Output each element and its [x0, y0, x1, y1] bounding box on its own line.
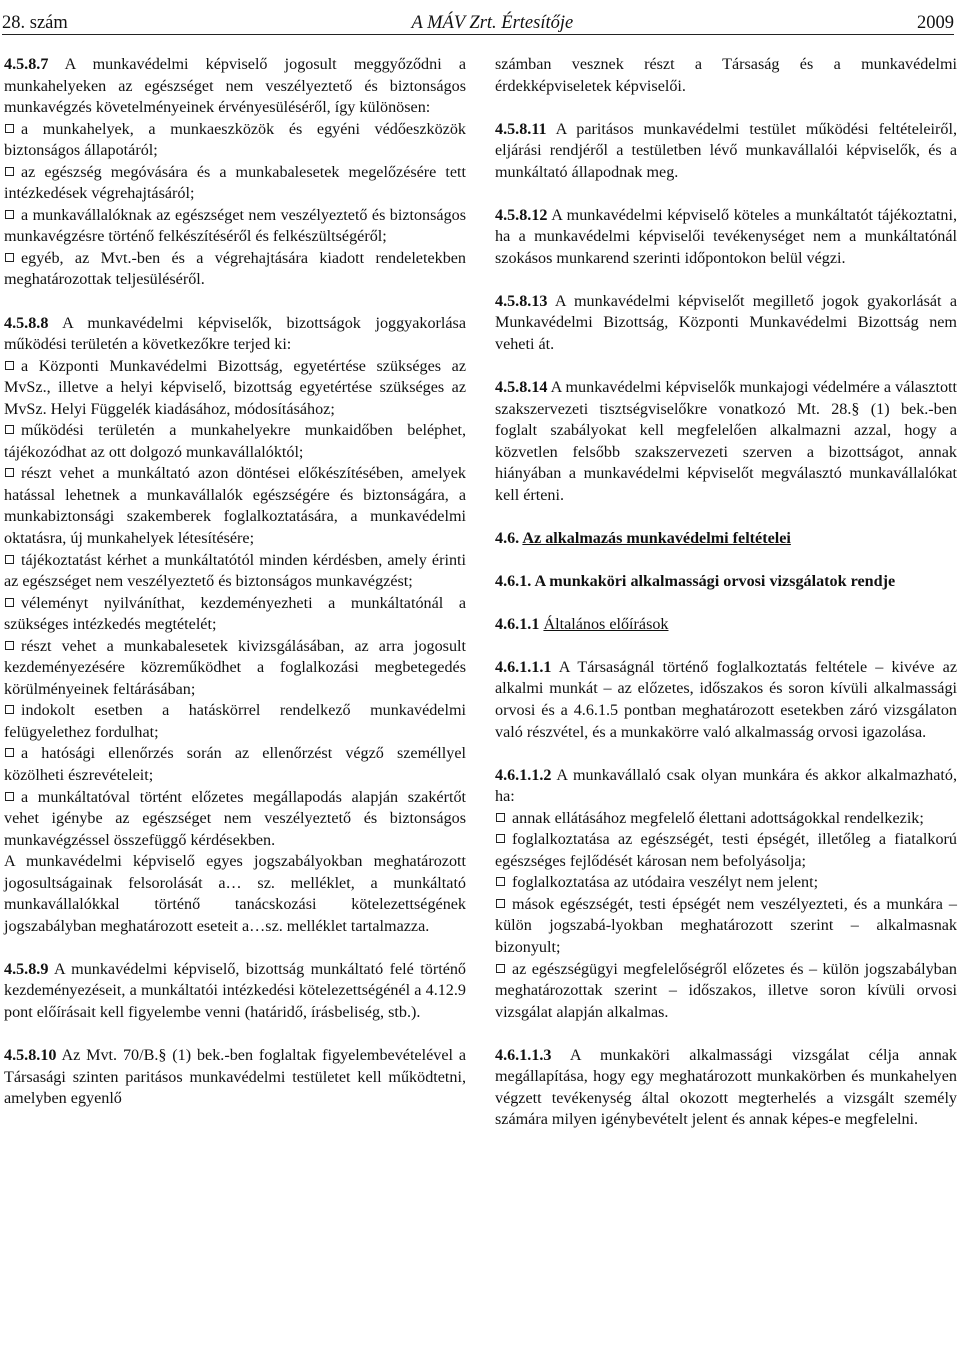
bullet-paragraph [4, 248, 466, 291]
checkbox-bullet-icon [5, 124, 14, 133]
right-text-column [495, 54, 957, 1131]
checkbox-bullet-icon [5, 210, 14, 219]
paragraph-text: mások egészségét, testi épségét nem veszélyezteti, és a munkára – külön jogszabá-lyokban meghatározott szerint – alkalmasnak bizonyult; [495, 895, 957, 956]
section-heading [495, 571, 957, 593]
publication-year: 2009 [916, 13, 954, 33]
checkbox-bullet-icon [496, 877, 505, 886]
bullet-paragraph [4, 787, 466, 852]
paragraph-number: 4.5.8.11 [495, 120, 547, 138]
checkbox-bullet-icon [5, 705, 14, 714]
paragraph-text: foglalkoztatása az utódaira veszélyt nem jelent; [512, 874, 819, 892]
paragraph-text: részt vehet a munkabalesetek kivizsgálásában, az arra jogosult kezdeményezésére közreműködhet a foglalkozási megbetegedés körülményeinek feltárásában; [4, 637, 466, 698]
bullet-paragraph [4, 743, 466, 786]
paragraph-text: A munkavédelmi képviselőt megillető jogok gyakorlását a Munkavédelmi Bizottság, Központi Munkavédelmi Bizottság nem veheti át. [495, 292, 957, 353]
paragraph-text: egyéb, az Mvt.-ben és a végrehajtására kiadott rendeletekben meghatározottak teljesüléséről. [4, 249, 466, 289]
checkbox-bullet-icon [5, 361, 14, 370]
paragraph [495, 291, 957, 356]
bullet-paragraph [495, 872, 957, 894]
checkbox-bullet-icon [5, 792, 14, 801]
paragraph-text: A munkavédelmi képviselő egyes jogszabályokban meghatározott jogosultságainak felsorolását a… sz. melléklet, a munkáltató munkavállalókkal történő tanácskozási kötelezettségének jogszabályban meghatározott eseteit a…sz. melléklet tartalmazza. [4, 853, 466, 935]
paragraph-text: tájékoztatást kérhet a munkáltatótól minden kérdésben, amely érinti az egészséget nem veszélyeztető és biztonságos munkavégzést; [4, 551, 466, 591]
checkbox-bullet-icon [5, 598, 14, 607]
running-header [2, 2, 954, 35]
paragraph-text: A munkavédelmi képviselők, bizottságok joggyakorlása működési területén a következőkre terjed ki: [4, 314, 466, 354]
paragraph-text: a munkáltatóval történt előzetes megállapodás alapján szakértőt vehet igénybe az egészséget nem veszélyeztető és biztonságos munkavégzéssel összefüggő kérdésekben. [4, 788, 466, 849]
checkbox-bullet-icon [5, 555, 14, 564]
checkbox-bullet-icon [5, 468, 14, 477]
paragraph-number: 4.6.1.1 [495, 615, 540, 633]
paragraph [495, 657, 957, 743]
issue-number: 28. szám [2, 13, 68, 33]
paragraph-number: 4.5.8.13 [495, 292, 548, 310]
paragraph-number: 4.6.1. [495, 572, 532, 590]
checkbox-bullet-icon [496, 813, 505, 822]
paragraph [4, 1045, 466, 1110]
paragraph [495, 377, 957, 506]
paragraph-text: indokolt esetben a hatáskörrel rendelkező munkavédelmi felügyelethez fordulhat; [4, 702, 466, 741]
paragraph-text: részt vehet a munkáltató azon döntései előkészítésében, amelyek hatással lehetnek a munkavállalók egészségére és biztonságára, a munkabiztonsági szakemberek foglalkoztatására, a munkavédelmi oktatásra, új munkahelyek létesítésére; [4, 465, 466, 547]
bullet-paragraph [495, 894, 957, 959]
paragraph-text: a Központi Munkavédelmi Bizottság, egyetértése szükséges az MvSz., illetve a helyi képviselő, bizottság egyetértése szükséges az MvSz. Helyi Függelék kiadásához, módosításához; [4, 357, 466, 418]
checkbox-bullet-icon [5, 641, 14, 650]
bullet-paragraph [495, 829, 957, 872]
paragraph-text: véleményt nyilváníthat, kezdeményezheti a munkáltatónál a szükséges intézkedés megtételét; [4, 594, 466, 634]
paragraph-text: számban vesznek részt a Társaság és a munkavédelmi érdekképviseletek képviselői. [495, 56, 957, 95]
bullet-paragraph [4, 636, 466, 701]
bullet-paragraph [4, 119, 466, 162]
bullet-paragraph [4, 700, 466, 743]
paragraph-text: A munkavédelmi képviselő, bizottság munkáltató felé történő kezdeményezéseit, a munkáltatói intézkedési kötelezettségénél a 4.12.9 pont előírásait kell figyelembe venni (határidő, írásbeliség, stb.). [4, 960, 466, 1021]
paragraph-number: 4.6.1.1.3 [495, 1046, 552, 1064]
section-heading [495, 528, 957, 550]
paragraph [495, 119, 957, 184]
paragraph-text: A munkavédelmi képviselő köteles a munkáltatót tájékoztatni, ha a munkavédelmi képviselői tevékenységet nem a munkáltatónál szokásos munkarend szerinti időpontokon belül végzi. [495, 206, 957, 267]
paragraph-number: 4.5.8.14 [495, 379, 548, 397]
bullet-paragraph [495, 808, 957, 830]
bullet-paragraph [4, 593, 466, 636]
paragraph-text: az egészségügyi megfelelőségről előzetes és – külön jogszabályban meghatározottak szerint – időszakos, illetve soron kívüli orvosi vizsgálat alapján alkalmas. [495, 960, 957, 1021]
publication-title: A MÁV Zrt. Értesítője [411, 13, 574, 33]
paragraph [495, 765, 957, 808]
paragraph-text: A paritásos munkavédelmi testület működési feltételeiről, eljárási rendjéről a testületben lévő munkavállalói képviselők, és a munkáltató állapodnak meg. [495, 120, 957, 181]
paragraph-number: 4.6. [495, 529, 520, 547]
bullet-paragraph [4, 356, 466, 421]
paragraph [495, 205, 957, 270]
paragraph-text: annak ellátásához megfelelő élettani adottságokkal rendelkezik; [512, 809, 924, 827]
paragraph-text: A Társaságnál történő foglalkoztatás feltétele – kivéve az alkalmi munkát – az előzetes, időszakos és soron kívüli alkalmassági orvosi és a 4.6.1.5 pontban meghatározott esetekben záró vizsgálaton való részvétel, és a munkakörre való alkalmasság orvosi igazolása. [495, 658, 957, 741]
bullet-paragraph [4, 420, 466, 463]
paragraph-text: működési területén a munkahelyekre munkaidőben beléphet, tájékozódhat az ott dolgozó munkavállalóktól; [4, 422, 466, 461]
paragraph-text: A munkaköri alkalmassági vizsgálat célja annak megállapítása, hogy egy meghatározott munkakörben és munkahelyen végzett tevékenység által okozott megterhelés a vizsgált személy számára milyen igénybevételt jelent és annak képes-e megfelelni. [495, 1046, 957, 1129]
bullet-paragraph [4, 162, 466, 205]
bullet-paragraph [4, 205, 466, 248]
paragraph-number: 4.5.8.9 [4, 960, 49, 978]
bullet-paragraph [4, 550, 466, 593]
subsection-title: Általános előírások [543, 615, 669, 633]
checkbox-bullet-icon [5, 425, 14, 434]
checkbox-bullet-icon [496, 834, 505, 843]
paragraph [495, 1045, 957, 1131]
paragraph [4, 54, 466, 119]
paragraph-text: foglalkoztatása az egészségét, testi épségét, illetőleg a fiatalkorú egészséges fejlődését károsan nem befolyásolja; [495, 831, 957, 870]
paragraph [4, 959, 466, 1024]
paragraph-text: a munkavállalóknak az egészséget nem veszélyeztető és biztonságos munkavégzésre történő felkészítéséről és felkészültségéről; [4, 206, 466, 246]
checkbox-bullet-icon [5, 748, 14, 757]
paragraph-number: 4.5.8.7 [4, 56, 49, 73]
bullet-paragraph [495, 959, 957, 1024]
paragraph [495, 614, 957, 636]
checkbox-bullet-icon [5, 253, 14, 262]
paragraph-number: 4.5.8.10 [4, 1047, 57, 1065]
bullet-paragraph [4, 463, 466, 549]
paragraph-text: Az Mvt. 70/B.§ (1) bek.-ben foglaltak figyelembevételével a Társasági szinten paritásos munkavédelmi testületet kell működtetni, amelyben egyenlő [4, 1047, 466, 1108]
paragraph-text: A munkavállaló csak olyan munkára és akkor alkalmazható, ha: [495, 766, 957, 806]
paragraph-number: 4.6.1.1.1 [495, 658, 552, 676]
paragraph-text: a munkahelyek, a munkaeszközök és egyéni védőeszközök biztonságos állapotáról; [4, 120, 466, 160]
paragraph [4, 851, 466, 937]
paragraph-number: 4.6.1.1.2 [495, 766, 552, 784]
checkbox-bullet-icon [496, 964, 505, 973]
paragraph-text: A munkavédelmi képviselők munkajogi védelmére a választott szakszervezeti tisztségviselőkre vonatkozó Mt. 28.§ (1) bek.-ben foglalt szabályokat kell megfelelően alkalmazni azzal, hogy a közvetlen felsőbb szakszervezeti szerven a bizottságot, annak hiányában a munkavédelmi képviselőt megválasztó munkavállalókat kell érteni. [495, 379, 957, 504]
paragraph [495, 54, 957, 97]
checkbox-bullet-icon [496, 899, 505, 908]
checkbox-bullet-icon [5, 167, 14, 176]
paragraph [4, 313, 466, 356]
paragraph-text: az egészség megóvására és a munkabalesetek megelőzésére tett intézkedések végrehajtásáról; [4, 163, 466, 203]
paragraph-text: A munkaköri alkalmassági orvosi vizsgálatok rendje [531, 572, 896, 590]
paragraph-number: 4.5.8.12 [495, 206, 548, 224]
paragraph-number: 4.5.8.8 [4, 314, 49, 332]
paragraph-text: A munkavédelmi képviselő jogosult meggyőződni a munkahelyeken az egészséget nem veszélyeztető és biztonságos munkavégzés követelményeinek érvényesüléséről, így különösen: [4, 56, 466, 117]
section-title: Az alkalmazás munkavédelmi feltételei [522, 529, 791, 547]
left-text-column [4, 54, 466, 1110]
paragraph-text: a hatósági ellenőrzés során az ellenőrzést végző személlyel közölheti észrevételeit; [4, 745, 466, 784]
